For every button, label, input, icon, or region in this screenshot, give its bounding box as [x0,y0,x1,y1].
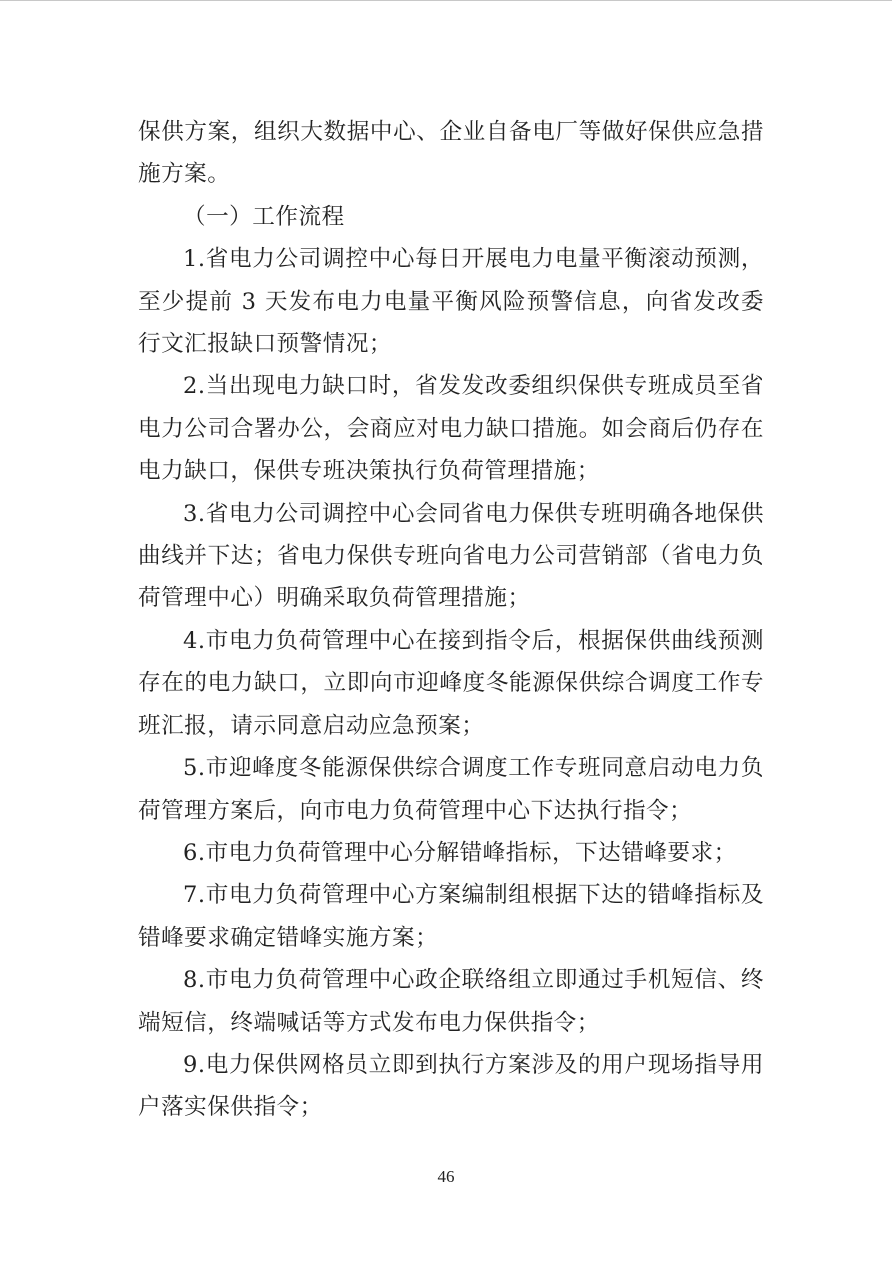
page-number: 46 [437,1167,455,1186]
paragraph-step-5: 5.市迎峰度冬能源保供综合调度工作专班同意启动电力负荷管理方案后，向市电力负荷管理中心下达执行指令； [138,755,764,824]
paragraph-step-2: 2.当出现电力缺口时，省发发改委组织保供专班成员至省电力公司合署办公，会商应对电力缺口措施。如会商后仍存在电力缺口，保供专班决策执行负荷管理措施； [138,373,764,485]
paragraph-step-8: 8.市电力负荷管理中心政企联络组立即通过手机短信、终端短信，终端喊话等方式发布电力保供指令； [138,967,764,1036]
body-text [138,111,764,1129]
paragraph-step-3: 3.省电力公司调控中心会同省电力保供专班明确各地保供曲线并下达；省电力保供专班向省电力公司营销部（省电力负荷管理中心）明确采取负荷管理措施； [138,500,764,612]
paragraph-step-9: 9.电力保供网格员立即到执行方案涉及的用户现场指导用户落实保供指令； [138,1051,764,1121]
paragraph-step-6: 6.市电力负荷管理中心分解错峰指标，下达错峰要求； [183,839,737,866]
paragraph-step-7: 7.市电力负荷管理中心方案编制组根据下达的错峰指标及错峰要求确定错峰实施方案； [138,882,764,951]
section-heading-workflow: （一）工作流程 [183,203,345,230]
paragraph-step-4: 4.市电力负荷管理中心在接到指令后，根据保供曲线预测存在的电力缺口，立即向市迎峰度冬能源保供综合调度工作专班汇报，请示同意启动应急预案； [138,627,764,739]
paragraph-step-1: 1.省电力公司调控中心每日开展电力电量平衡滚动预测，至少提前 3 天发布电力电量平衡风险预警信息，向省发改委行文汇报缺口预警情况； [138,246,764,358]
paragraph-intro: 保供方案，组织大数据中心、企业自备电厂等做好保供应急措施方案。 [138,119,764,188]
